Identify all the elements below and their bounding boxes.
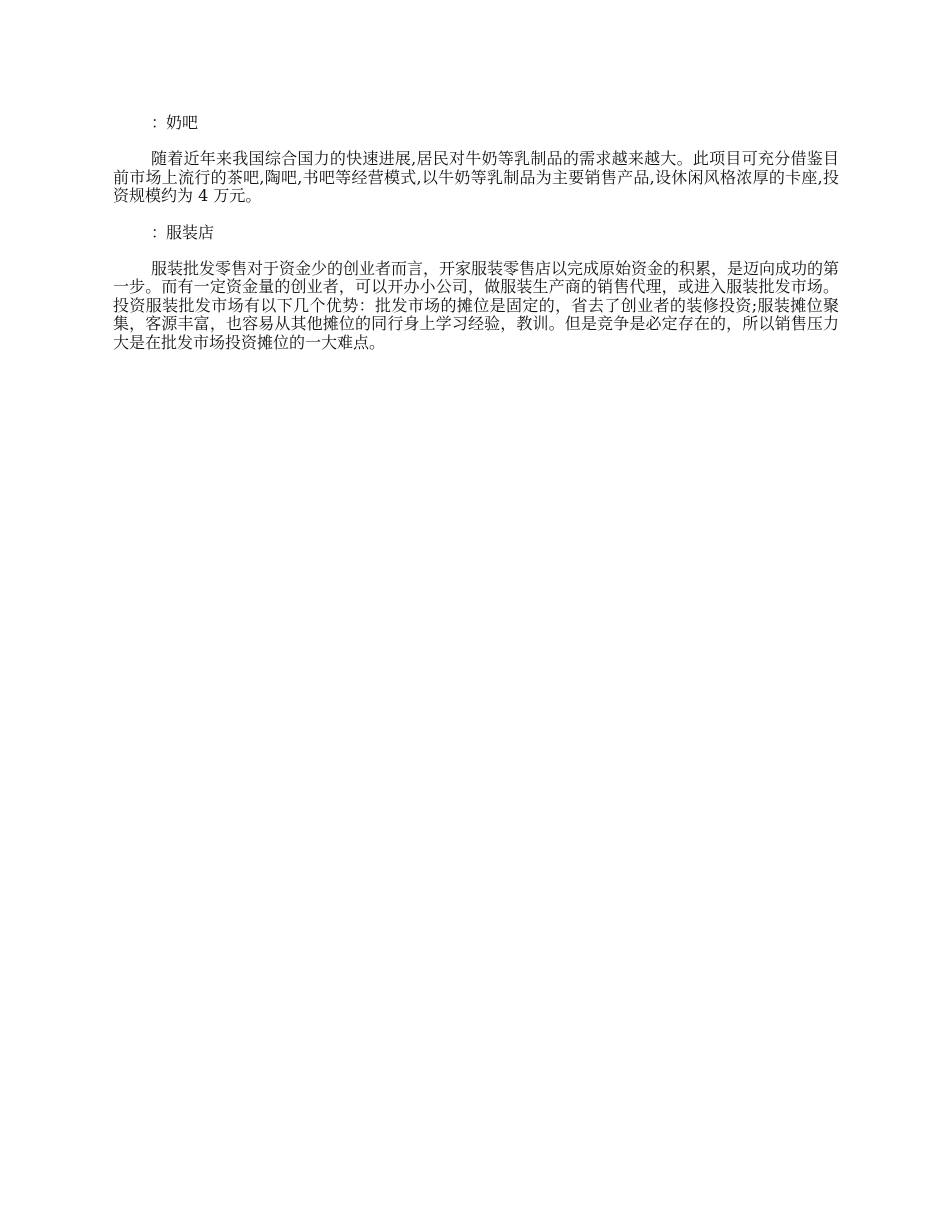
heading-text: 服装店	[166, 222, 215, 242]
heading-prefix: ：	[151, 222, 168, 242]
section-body-clothing-store: 服装批发零售对于资金少的创业者而言，开家服装零售店以完成原始资金的积累，是迈向成功的第一步。而有一定资金量的创业者，可以开办小公司，做服装生产商的销售代理，或进入服装批发市场。投资服装批发市场有以下几个优势：批发市场的摊位是固定的，省去了创业者的装修投资;服装摊位聚集，客源丰富，也容易从其他摊位的同行身上学习经验，教训。但是竞争是必定存在的，所以销售压力大是在批发市场投资摊位的一大难点。	[113, 258, 840, 352]
section-heading-milk-bar	[113, 112, 839, 134]
heading-prefix: ：	[151, 113, 168, 132]
section-body-milk-bar: 随着近年来我国综合国力的快速进展,居民对牛奶等乳制品的需求越来越大。此项目可充分借鉴目前市场上流行的茶吧,陶吧,书吧等经营模式,以牛奶等乳制品为主要销售产品,设休闲风格浓厚的卡座,投资规模约为 4 万元。	[113, 149, 839, 205]
heading-text: 奶吧	[166, 113, 199, 132]
document-content	[113, 112, 839, 368]
section-heading-clothing-store	[113, 222, 839, 244]
